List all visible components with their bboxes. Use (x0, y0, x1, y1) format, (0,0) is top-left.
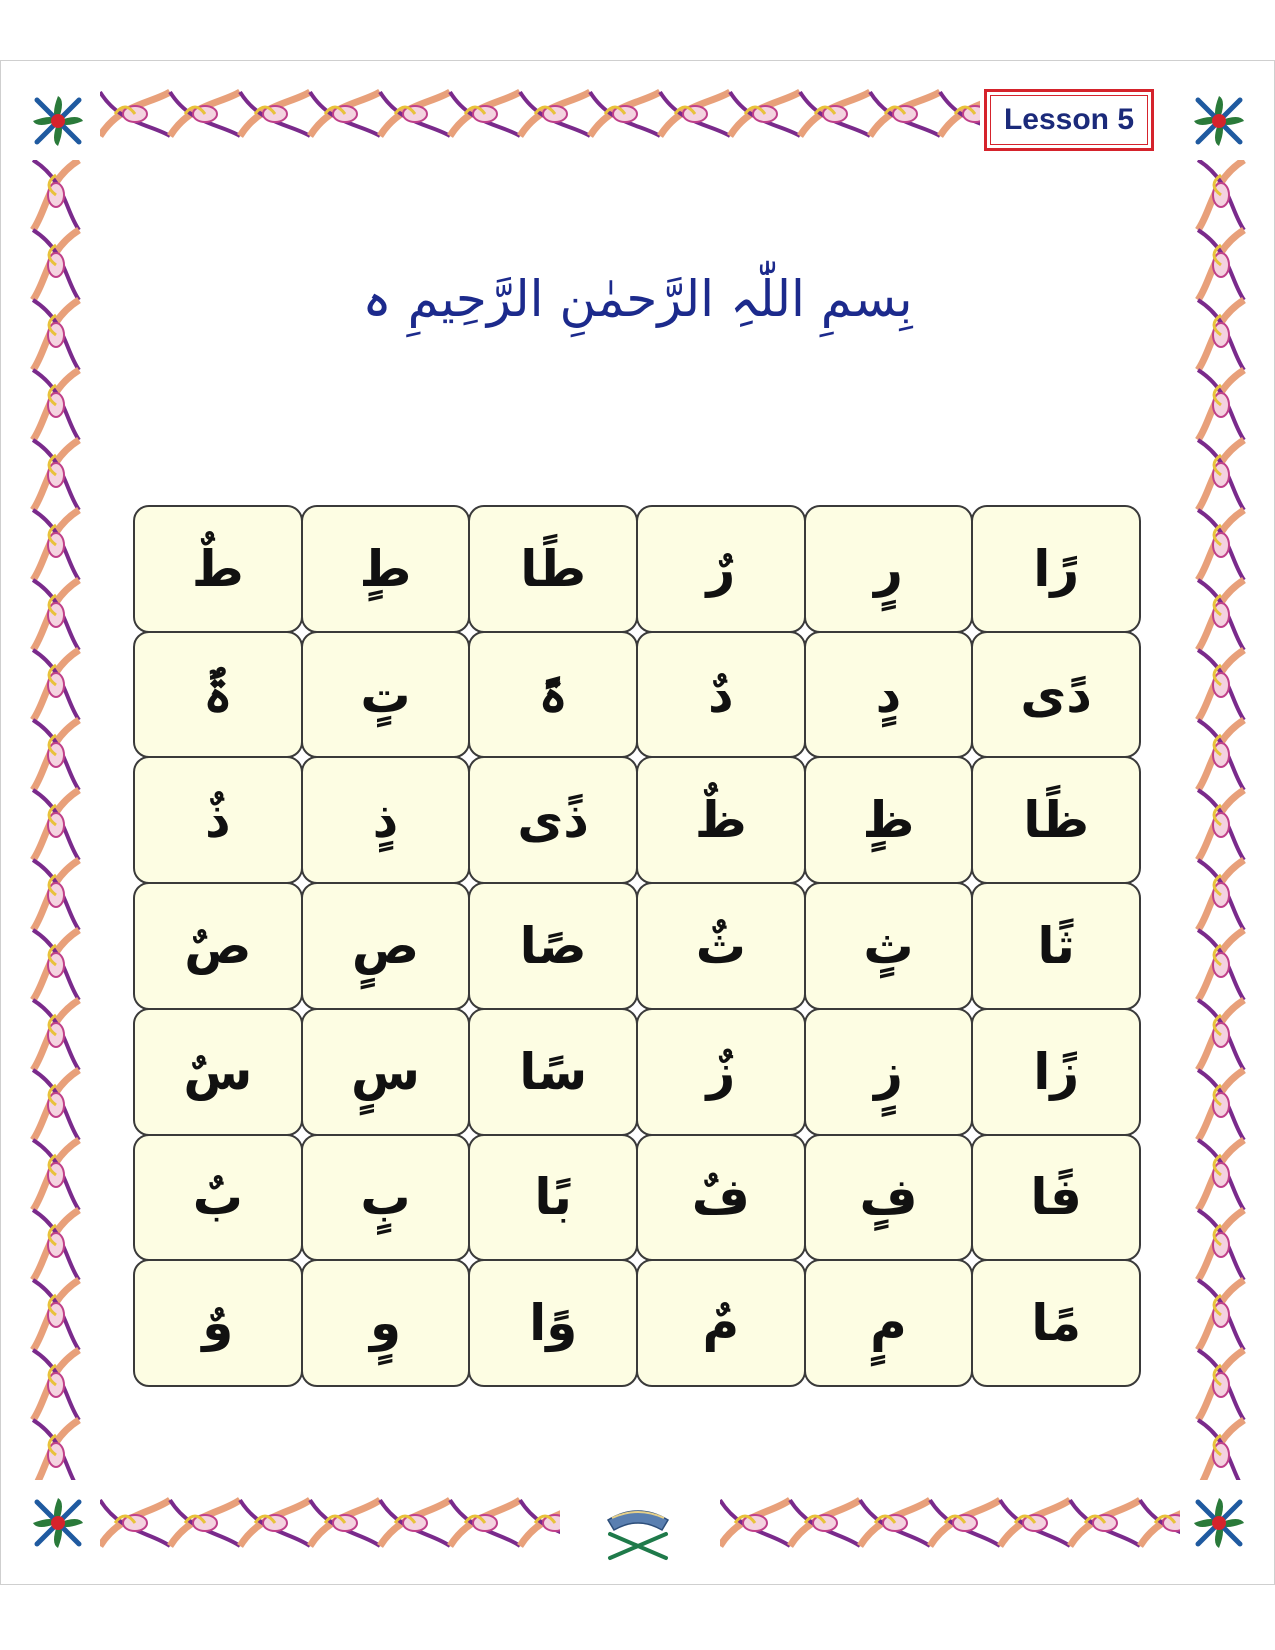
letter-cell: ظٌ (636, 756, 806, 884)
letter-cell: ظًا (971, 756, 1141, 884)
letter-cell: فٌ (636, 1134, 806, 1262)
floral-corner-icon (25, 1490, 91, 1556)
letter-cell: زًا (971, 1008, 1141, 1136)
letter-cell: وًا (468, 1259, 638, 1387)
floral-corner-icon (1186, 88, 1252, 154)
letter-cell: سٍ (301, 1008, 471, 1136)
letter-cell: مًا (971, 1259, 1141, 1387)
letter-cell: رٌ (636, 505, 806, 633)
letter-cell: ثًا (971, 882, 1141, 1010)
letter-cell: فًا (971, 1134, 1141, 1262)
letter-cell: دٍ (804, 631, 974, 759)
letter-cell: صًا (468, 882, 638, 1010)
letter-cell: ذٍ (301, 756, 471, 884)
letter-cell: مٍ (804, 1259, 974, 1387)
basmala-heading: بِسمِ اللّٰہِ الرَّحمٰنِ الرَّحِیمِ ہ (362, 270, 913, 328)
ornamental-border-right (1190, 160, 1252, 1480)
letter-cell: ۃٌ (133, 631, 303, 759)
letter-cell: طًا (468, 505, 638, 633)
letter-cell: ثٍ (804, 882, 974, 1010)
letter-cell: زٌ (636, 1008, 806, 1136)
letter-cell: بٌ (133, 1134, 303, 1262)
ornamental-border-bottom-right (720, 1492, 1180, 1554)
letter-cell: ذٌ (133, 756, 303, 884)
ornamental-border-left (25, 160, 87, 1480)
letter-cell: دًی (971, 631, 1141, 759)
lesson-label: Lesson 5 (990, 95, 1148, 145)
floral-corner-icon (25, 88, 91, 154)
letter-cell: دٌ (636, 631, 806, 759)
letter-cell: وٍ (301, 1259, 471, 1387)
letter-cell: رًا (971, 505, 1141, 633)
letter-cell: صٍ (301, 882, 471, 1010)
letter-cell: فٍ (804, 1134, 974, 1262)
letter-cell: ثٌ (636, 882, 806, 1010)
letter-cell: ظٍ (804, 756, 974, 884)
letter-cell: ذًی (468, 756, 638, 884)
letter-cell: طٍ (301, 505, 471, 633)
quran-on-stand-icon (598, 1500, 678, 1562)
letter-cell: سٌ (133, 1008, 303, 1136)
letter-grid (134, 506, 1140, 1386)
ornamental-border-bottom-left (100, 1492, 560, 1554)
letter-cell: وٌ (133, 1259, 303, 1387)
letter-cell: ۃً (468, 631, 638, 759)
lesson-badge (984, 89, 1154, 151)
letter-cell: تٍ (301, 631, 471, 759)
letter-cell: مٌ (636, 1259, 806, 1387)
letter-cell: صٌ (133, 882, 303, 1010)
letter-cell: بٍ (301, 1134, 471, 1262)
letter-cell: بًا (468, 1134, 638, 1262)
letter-cell: رٍ (804, 505, 974, 633)
letter-cell: سًا (468, 1008, 638, 1136)
letter-cell: زٍ (804, 1008, 974, 1136)
ornamental-border-top (100, 84, 980, 144)
floral-corner-icon (1186, 1490, 1252, 1556)
letter-cell: طٌ (133, 505, 303, 633)
